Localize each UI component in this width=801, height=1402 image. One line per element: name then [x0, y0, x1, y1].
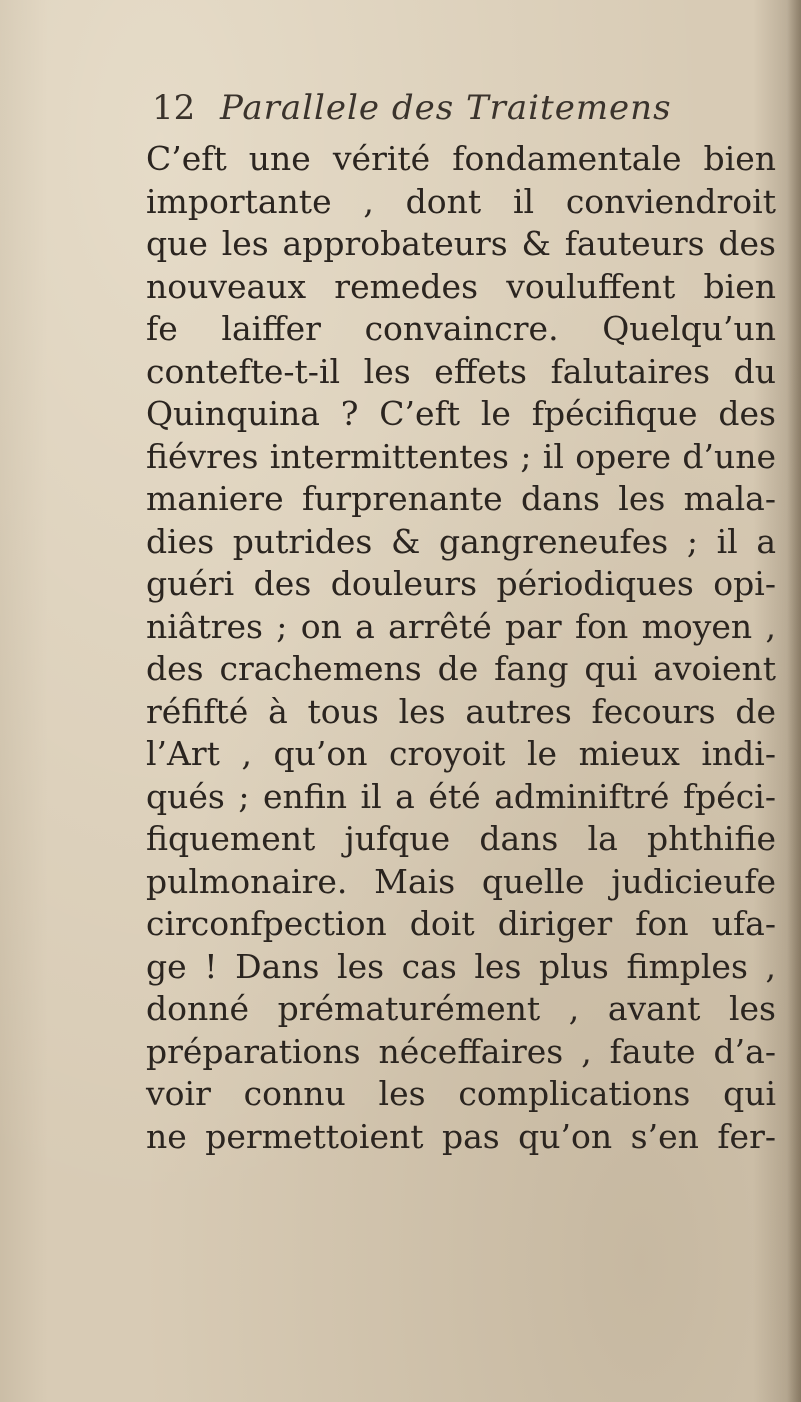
text-line: maniere furprenante dans les mala-: [146, 479, 776, 518]
text-line: des crachemens de fang qui avoient: [146, 649, 776, 688]
text-line: l’Art , qu’on croyoit le mieux indi-: [146, 734, 776, 773]
body-text: [146, 138, 776, 1158]
text-line: ne permettoient pas qu’on s’en fer-: [146, 1116, 776, 1156]
text-line: fiquement jufque dans la phthifie: [146, 819, 776, 858]
text-line: C’eft une vérité fondamentale bien: [146, 139, 776, 178]
text-line: niâtres ; on a arrêté par fon moyen ,: [146, 606, 776, 646]
text-line: nouveaux remedes vouluffent bien: [146, 266, 776, 306]
text-line: guéri des douleurs périodiques opi-: [146, 564, 776, 603]
text-line: dies putrides & gangreneufes ; il a: [146, 521, 776, 561]
text-line: ge ! Dans les cas les plus fimples ,: [146, 946, 776, 986]
text-line: contefte-t-il les effets falutaires du: [146, 351, 776, 391]
text-line: voir connu les complications qui: [146, 1074, 776, 1113]
text-line: fiévres intermittentes ; il opere d’une: [146, 436, 776, 476]
text-line: donné prématurément , avant les: [146, 989, 776, 1028]
text-line: réfifté à tous les autres fecours de: [146, 691, 776, 731]
text-line: préparations néceffaires , faute d’a-: [146, 1031, 776, 1071]
text-line: pulmonaire. Mais quelle judicieufe: [146, 861, 776, 901]
page-edge-shadow: [787, 0, 801, 1402]
page-header: [152, 86, 752, 130]
text-line: importante , dont il conviendroit: [146, 181, 776, 221]
text-line: circonfpection doit diriger fon ufa-: [146, 904, 776, 943]
text-line: qués ; enfin il a été adminiftré fpéci-: [146, 776, 776, 816]
text-line: Quinquina ? C’eft le fpécifique des: [146, 394, 776, 433]
running-title: Parallele des Traitemens: [220, 88, 672, 128]
page-number: 12: [152, 88, 196, 128]
text-line: fe laiffer convaincre. Quelqu’un: [146, 309, 776, 348]
text-line: que les approbateurs & fauteurs des: [146, 224, 776, 263]
